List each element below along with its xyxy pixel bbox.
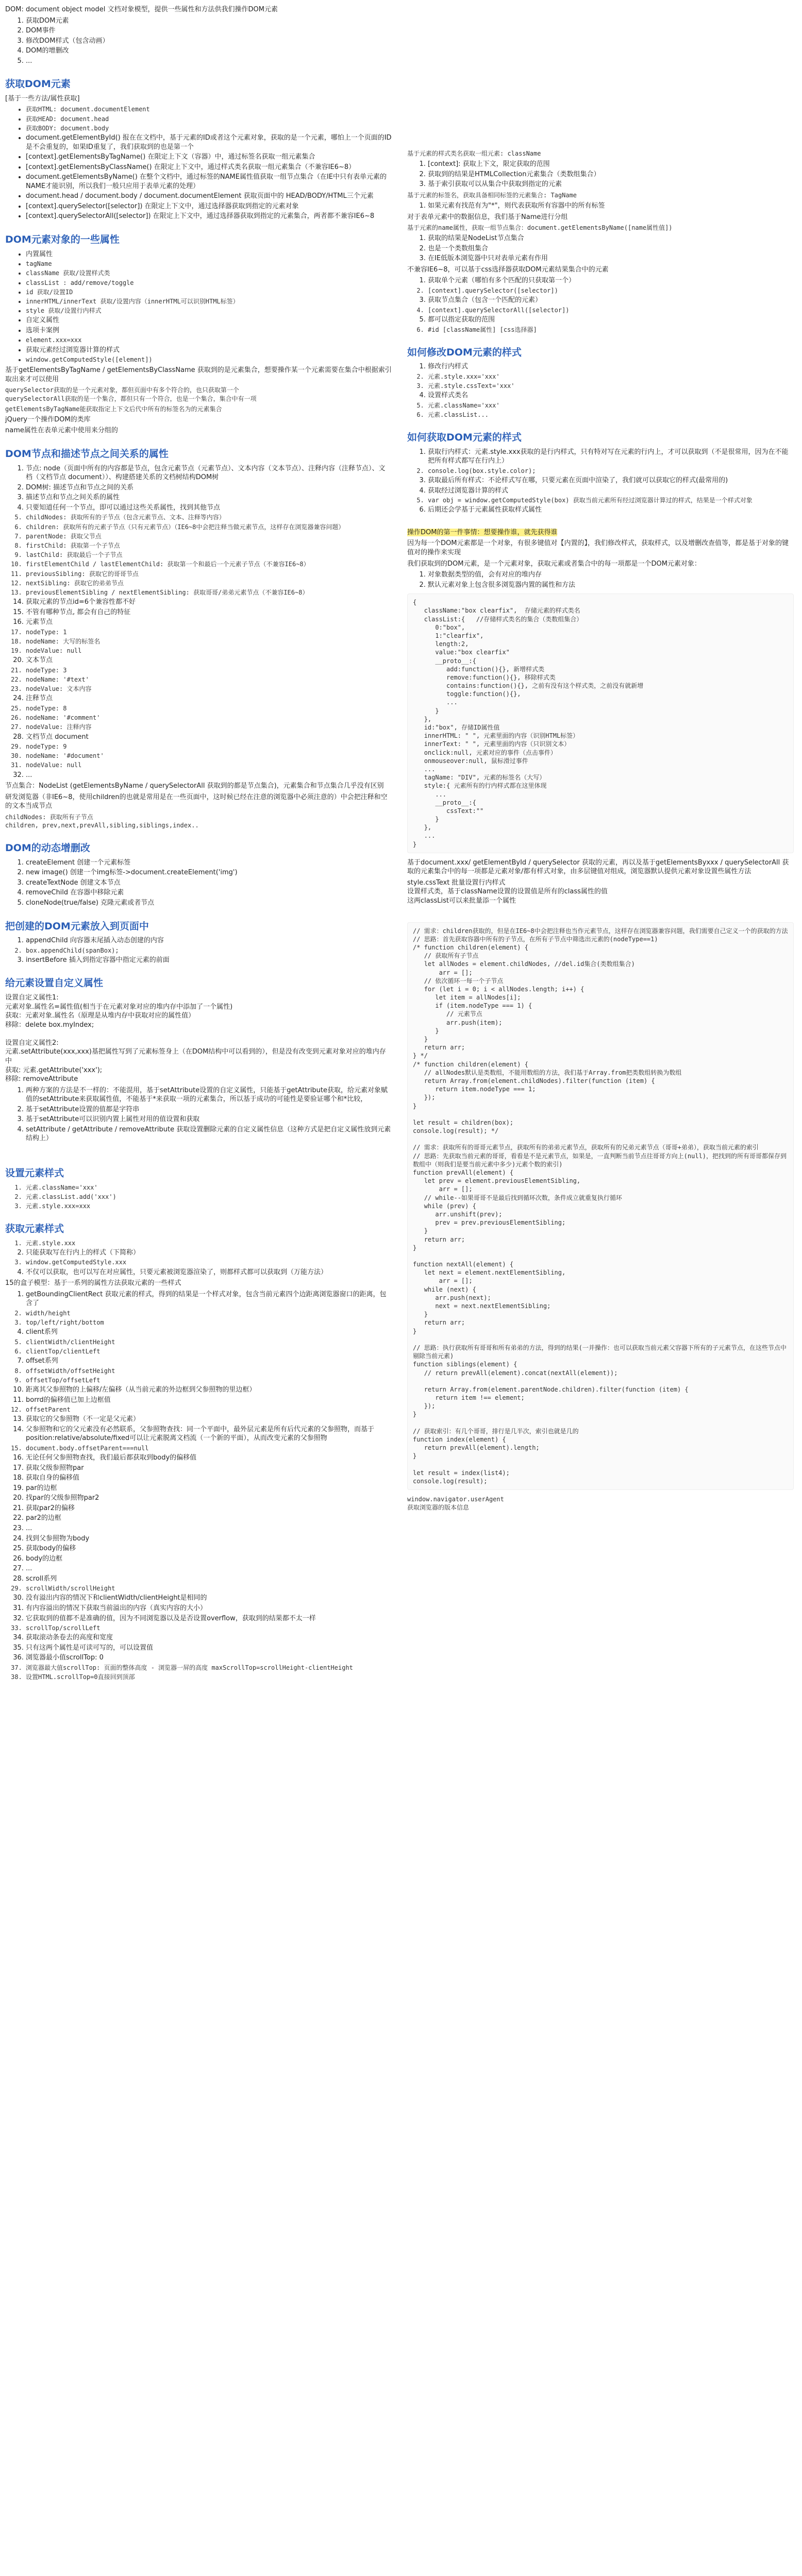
spacer: [407, 44, 794, 55]
list-item: 4. 不仅可以获取，也可以写在对应属性，只要元素被浏览器渲染了，则都样式都可以获取到（万能方法）: [26, 1268, 392, 1277]
list-item: 30. 没有溢出内容的情况下和clientWidth/clientHeight是相同的: [26, 1594, 392, 1603]
list-item: 18. 获取自身的偏移值: [26, 1473, 392, 1483]
list-item: 4. 设置样式类名: [428, 391, 794, 400]
list-item: 11. previousSibling: 获取它的哥哥节点: [26, 570, 392, 578]
list-item: 31. nodeValue: null: [26, 761, 392, 769]
list-item: 4. [context].querySelectorAll([selector]): [428, 306, 794, 314]
spacer: [407, 34, 794, 44]
list-item: 27. ...: [26, 1564, 392, 1573]
list-item: • 获取元素经过浏览器计算的样式: [26, 346, 392, 355]
list-item: 3. 修改DOM样式（包含动画）: [26, 37, 392, 46]
list-item: 9. offsetTop/offsetLeft: [26, 1376, 392, 1384]
list-item: 11. borrd的偏移值已加上边框值: [26, 1396, 392, 1405]
list-item: 1. appendChild 向容器末尾插入动态创建的内容: [26, 936, 392, 945]
list-item: 1. 获取单个元素（哪怕有多个匹配的只获取第一个）: [428, 276, 794, 285]
list-item: 21. 获取par2的偏移: [26, 1504, 392, 1513]
list-item: 25. nodeType: 8: [26, 704, 392, 713]
list-item: 16. 元素节点: [26, 618, 392, 627]
attr-list: [18, 1086, 392, 1143]
getstyle-title: 获取元素样式: [5, 1223, 64, 1235]
list-item: • 内置属性: [26, 250, 392, 259]
navigator-code: window.navigator.userAgent 获取浏览器的版本信息: [407, 1496, 504, 1512]
highlight-desc: 因为每一个DOM元素都是一个对象，有很多键值对【内置的】，我们修改样式，获取样式，以及增删改查值等，都是基于对象的键值对的操作来实现: [407, 539, 789, 557]
list-item: 29. nodeType: 9: [26, 742, 392, 751]
intro-list: [18, 16, 392, 66]
props-note-5: name属性在表单元素中使用来分组的: [5, 427, 118, 435]
props-note-3: getElementsByTagName能获取指定上下文后代中所有的标签名为的元素集合: [5, 405, 222, 413]
object-list: [420, 570, 794, 589]
list-item: 17. 获取父级参照物par: [26, 1464, 392, 1473]
list-item: 2. console.log(box.style.color);: [428, 467, 794, 475]
list-item: 29. scrollWidth/scrollHeight: [26, 1584, 392, 1592]
list-item: 1. 获取的结果是NodeList节点集合: [428, 234, 794, 243]
list-item: • 获取HEAD: document.head: [26, 115, 392, 123]
list-item: 7. parentNode: 获取父节点: [26, 532, 392, 540]
spacer: [407, 908, 794, 918]
list-item: 31. 有内容溢出的情况下获取当前溢出的内容（真实内容的大小）: [26, 1604, 392, 1613]
list-item: 2. 默认元素对象上包含很多浏览器内置的属性和方法: [428, 581, 794, 590]
list-item: 6. 元素.classList...: [428, 411, 794, 419]
list-item: 6. #id [className属性] [css选择器]: [428, 326, 794, 334]
list-item: 20. 找par的父级参照物par2: [26, 1494, 392, 1503]
list-item: 12. offsetParent: [26, 1405, 392, 1414]
list-item: 1. 节点: node（页面中所有的内容都是节点，包含元素节点（元素节点）、文本内容（文本节点）、注释内容（注释节点）、文档（文档节点 document））、构建搭建关系的文档树结构DOM树: [26, 464, 392, 482]
left-column: [0, 0, 397, 1685]
style-title: 设置元素样式: [5, 1167, 64, 1179]
list-item: 1. 获取行内样式：元素.style.xxx获取的是行内样式，只有特对写在元素的行内上，才可以获取到（不是很常用，因为在不能把所有样式都写在行内上）: [428, 448, 794, 466]
list-item: 4. removeChild 在容器中移除元素: [26, 888, 392, 897]
list-item: • document.getElementById() 报在在文档中，基于元素的ID或者这个元素对象，获取的是一个元素，哪怕上一个页面的ID是不会重复的，如果ID重复了，我们获取到的也是第一个: [26, 133, 392, 151]
list-item: 22. nodeName: '#text': [26, 675, 392, 684]
list-item: 19. nodeValue: null: [26, 647, 392, 655]
name-note: 对于表单元素中的数据信息，我们基于Name进行分组: [407, 213, 568, 221]
list-item: 2. 也是一个类数组集合: [428, 244, 794, 253]
list-item: 4. 只要知道任何一个节点，即可以通过这些关系属性，找到其他节点: [26, 503, 392, 513]
list-item: • [context].querySelectorAll([selector]) 在限定上下文中，通过选择器获取到指定的元素集合，两者都不兼容IE6~8: [26, 212, 392, 221]
list-item: • 获取BODY: document.body: [26, 124, 392, 132]
spacer: [407, 13, 794, 24]
list-item: 21. nodeType: 3: [26, 666, 392, 674]
tag-name-list: [420, 201, 794, 211]
spacer: [407, 86, 794, 96]
list-item: • tagName: [26, 260, 392, 268]
list-item: 1. 修改行内样式: [428, 362, 794, 371]
list-item: 1. 对象数据类型的值，会有对应的堆内存: [428, 570, 794, 580]
list-item: 27. nodeValue: 注释内容: [26, 723, 392, 731]
props-note-4: jQuery一个操作DOM的类库: [5, 415, 91, 423]
class-name-list: [420, 160, 794, 189]
list-item: 3. 在IE低版本浏览器中只对表单元素有作用: [428, 254, 794, 263]
node-note-2: 研发浏览器（非IE6~8，使用children的也就是常用是在一些页面中，这时候已经在注意的浏览器中必须注意的）中会把注释和空的文本当成节点: [5, 793, 388, 810]
class-name-title: 基于元素的样式类名获取一组元素: className: [407, 150, 541, 157]
list-item: • [context].getElementsByTagName() 在限定上下文（容器）中，通过标签名获取一组元素集合: [26, 152, 392, 162]
list-item: 38. 设置HTML.scrollTop=0直接回到顶部: [26, 1673, 392, 1681]
query-note: 不兼容IE6~8，可以基于css选择器获取DOM元素结果集合中的元素: [407, 265, 609, 274]
props-list: [18, 250, 392, 364]
spacer: [407, 116, 794, 127]
list-item: 3. window.getComputedStyle.xxx: [26, 1258, 392, 1266]
list-item: 34. 获取滚动条卷去的高度和宽度: [26, 1633, 392, 1642]
list-item: 24. 注释节点: [26, 694, 392, 703]
intro-title: DOM: document object model 文档对象模型，提供一些属性和方法供我们操作DOM元素: [5, 6, 278, 13]
query-list: [420, 276, 794, 333]
node-list: [18, 464, 392, 780]
attr-title: 给元素设置自定义属性: [5, 977, 104, 989]
list-item: 4. client系列: [26, 1328, 392, 1337]
node-note-3: childNodes: 获取所有子节点 children, prev,next,prevAll,sibling,siblings,index..: [5, 813, 199, 829]
list-item: 1. createElement 创建一个元素标签: [26, 858, 392, 868]
tag-name-title: 基于元素的标签名，获取具备相同标签的元素集合: TagName: [407, 191, 577, 199]
list-item: 16. 无论任何父参照物查找，我们最后都获取到body的偏移值: [26, 1453, 392, 1463]
props-note-2: querySelector获取的是一个元素对象，都但页面中有多个符合的，也只获取第一个 querySelectorAll获取的是一个集合，都但只有一个符合，也是一个集合，集合中有一项: [5, 386, 257, 402]
list-item: 5. childNodes: 获取所有的子节点（包含元素节点、文本、注释等内容）: [26, 513, 392, 521]
list-item: 35. 只有这两个属性是可读可写的，可以设置值: [26, 1643, 392, 1653]
name-text: 基于元素的name属性，获取一组节点集合：document.getElementsByName([name属性值]): [407, 224, 673, 232]
list-item: 37. 浏览器最大值scrollTop: 页面的整体高度 - 浏览器一屏的高度 maxScrollTop=scrollHeight-clientHeight: [26, 1664, 392, 1672]
list-item: • classList : add/remove/toggle: [26, 279, 392, 287]
list-item: • window.getComputedStyle([element]): [26, 355, 392, 364]
list-item: 19. par的边框: [26, 1484, 392, 1493]
list-item: 14. 获取元素的节点id=6个兼容性都不好: [26, 598, 392, 607]
modify-style-list: [420, 362, 794, 419]
list-item: 3. 基于setAttribute可以识别内置上属性对用的值设置和获取: [26, 1115, 392, 1124]
list-item: 4. 获取经过浏览器计算的样式: [428, 486, 794, 496]
list-item: 8. firstChild: 获取第一个子节点: [26, 541, 392, 550]
list-item: 1. 元素.style.xxx: [26, 1239, 392, 1247]
list-item: 3. 描述节点和节点之间关系的属性: [26, 493, 392, 502]
list-item: 1. 两种方案的方法是不一样的：不能混用，基于setAttribute设置的自定义属性，只能基于getAttribute获取，给元素对象赋值的setAttribute来获取属性值，不能基于*来获取一项的元素集合，所以基于成功的可能性是要验证哪个和*比较，: [26, 1086, 392, 1104]
list-item: 4. setAttribute / getAttribute / removeAttribute 获取设置删除元素的自定义属性信息（这种方式是把自定义属性放到元素结构上）: [26, 1125, 392, 1143]
list-item: • className 获取/设置样式类: [26, 269, 392, 277]
get-style-title: 如何获取DOM元素的样式: [407, 432, 522, 444]
create-list: [18, 858, 392, 908]
list-item: 2. 只能获取写在行内上的样式（下简称）: [26, 1248, 392, 1258]
list-item: 5. 元素.className='xxx': [428, 401, 794, 410]
attr-text: 设置自定义属性1: 元素对象.属性名=属性值(相当于在元素对象对应的堆内存中添加了一个属性) 获取：元素对象.属性名（原理是从堆内存中获取对应的属性值） 移除：delete box.myIndex; 设置自定义属性2: 元素.setAttribute(xxx,xxx)基把属性写到了元素标签身上（在DOM结构中可以看到的），但是没有改变到元素对象对应的堆内存中 获取: 元素.getAttribute('xxx'); 移除: removeAttribute: [5, 994, 386, 1083]
list-item: 5. ...: [26, 57, 392, 66]
list-item: 8. offsetWidth/offsetHeight: [26, 1367, 392, 1375]
list-item: 1. 如果元素有找范有为"*"，则代表获取所有容器中的所有标签: [428, 201, 794, 211]
highlight-text: 操作DOM的第一件事情：想要操作谁，就先获得谁: [407, 528, 558, 536]
list-item: 15. 不管有哪种节点, 都会有自己的特征: [26, 608, 392, 617]
getstyle-list: [18, 1239, 392, 1277]
list-item: 18. nodeName: 大写的标签名: [26, 637, 392, 646]
list-item: 33. scrollTop/scrollLeft: [26, 1624, 392, 1632]
list-item: 23. nodeValue: 文本内容: [26, 685, 392, 693]
list-item: 5. var obj = window.getComputedStyle(box) 获取当前元素所有经过浏览器计算过的样式，结果是一个样式对象: [428, 496, 794, 504]
list-item: • document.getElementsByName() 在整个文档中，通过标签的NAME属性值获取一组节点集合（在IE中只有表单元素的NAME才能识别，所以我们一般只应用于表单元素的处理）: [26, 173, 392, 191]
list-item: 2. [context].querySelector([selector]): [428, 286, 794, 295]
list-item: 1. [context]: 获取上下文，限定获取的范围: [428, 160, 794, 169]
spacer: [407, 3, 794, 13]
style-list: [18, 1183, 392, 1211]
list-item: • document.head / document.body / document.documentElement 获取页面中的 HEAD/BODY/HTML三个元素: [26, 192, 392, 201]
list-item: • element.xxx=xxx: [26, 336, 392, 344]
list-item: 6. 后期还会学基于元素属性获取样式属性: [428, 505, 794, 515]
name-list: [420, 234, 794, 263]
list-item: 2. DOM树: 描述节点和节点之间的关系: [26, 483, 392, 493]
list-item: 3. top/left/right/bottom: [26, 1318, 392, 1327]
box-list: [18, 1290, 392, 1682]
list-item: • [context].getElementsByClassName() 在限定上下文中，通过样式类名获取一组元素集合（不兼容IE6~8）: [26, 163, 392, 172]
list-item: • style 获取/设置行内样式: [26, 307, 392, 315]
list-item: 32. 它获取到的值都不是准确的值，因为不同浏览器以及是否设置overflow，获取到的结果都不太一样: [26, 1614, 392, 1623]
object-note-2: 基于document.xxx/ getElementById / querySelector 获取的元素，再以及基于getElementsByxxx / querySelectorAll 获取的元素集合中的每一项都是元素对象/都有样式对象，由多层键值对组成，浏览器默认提供元素对象设置些属性方法: [407, 858, 789, 876]
list-item: 28. scroll系列: [26, 1574, 392, 1584]
list-item: • 选项卡案例: [26, 326, 392, 335]
get-dom-sub: [基于一些方法/属性获取]: [5, 94, 80, 103]
list-item: 6. clientTop/clientLeft: [26, 1347, 392, 1355]
list-item: • [context].querySelector([selector]) 在限定上下文中，通过选择器获取到指定的元素对象: [26, 202, 392, 211]
list-item: 2. 基于setAttribute设置的值都是字符串: [26, 1105, 392, 1114]
list-item: • innerHTML/innerText 获取/设置内容（innerHTML可以识别HTML标签）: [26, 297, 392, 306]
list-item: 10. 距离其父参照物的上偏移/左偏移（从当前元素的外边框到父参照物的里边框）: [26, 1385, 392, 1395]
list-item: 2. DOM事件: [26, 26, 392, 36]
list-item: 17. nodeType: 1: [26, 628, 392, 636]
list-item: 24. 找到父参照物为body: [26, 1534, 392, 1544]
spacer: [407, 127, 794, 137]
right-column: [402, 0, 799, 1517]
list-item: 1. 获取DOM元素: [26, 16, 392, 26]
list-item: 23. ...: [26, 1524, 392, 1533]
list-item: 4. DOM的增删改: [26, 46, 392, 56]
object-note-3: style.cssText 批量设置行内样式 设置样式类，基于className设置的设置值是所有的class属性的值 这两classList可以来批量添一个属性: [407, 878, 608, 905]
list-item: • 获取HTML: document.documentElement: [26, 105, 392, 113]
list-item: 3. 元素.style.cssText='xxx': [428, 382, 794, 390]
list-item: 3. 获取最后所有样式：不论样式写在哪，只要元素在页面中渲染了，我们就可以获取它的样式(最常用的): [428, 476, 794, 485]
object-note: 我们获取到的DOM元素，是一个元素对象，获取元素或者集合中的每一项都是一个DOM元素对象：: [407, 560, 701, 568]
object-code: { className:"box clearfix", 存储元素的样式类名 classList:{ //存储样式类名的集合（类数组集合） 0:"box", 1:"clearfix", length:2, value:"box clearfix" __proto__:{ add:function(){}, 新增样式类 remove:function(){}, 移除样式类 contains:function(){}, 之前有没有这个样式类，之前没有就新增 toggle:function(){}, ... } }, id:"box", 存储ID属性值 innerHTML: " ", 元素里面的内容（识别HTML标签） innerText: " ", 元素里面的内容（只识别文本） onclick:null, 元素对应的事件（点击事件） onmouseover:null, 鼠标滑过事件 ... tagName: "DIV", 元素的标签名（大写） style:{ 元素所有的行内样式都在这里体现 ... __proto__:{ cssText:"" } }, ... }: [407, 594, 794, 853]
list-item: 2. 元素.style.xxx='xxx': [428, 372, 794, 381]
list-item: 26. nodeName: '#comment': [26, 714, 392, 722]
list-item: 32. ...: [26, 771, 392, 780]
props-note-1: 基于getElementsByTagName / getElementsByClassName 获取到的是元素集合，想要操作某一个元素需要在集合中根据索引取出来才可以使用: [5, 366, 392, 383]
node-title: DOM节点和描述节点之间关系的属性: [5, 448, 169, 460]
list-item: 20. 文本节点: [26, 656, 392, 665]
list-item: 22. par2的边框: [26, 1514, 392, 1523]
list-item: 3. createTextNode 创建文本节点: [26, 878, 392, 888]
spacer: [407, 24, 794, 34]
list-item: 30. nodeName: '#document': [26, 752, 392, 760]
list-item: 3. 基于索引获取可以从集合中获取到指定的元素: [428, 180, 794, 189]
get-dom-title: 获取DOM元素: [5, 78, 71, 90]
list-item: 5. clientWidth/clientHeight: [26, 1338, 392, 1346]
get-dom-list: [18, 105, 392, 221]
list-item: 7. offset系列: [26, 1357, 392, 1366]
spacer: [407, 516, 794, 526]
modify-style-title: 如何修改DOM元素的样式: [407, 346, 522, 358]
create-title: DOM的动态增删改: [5, 842, 90, 854]
list-item: 12. nextSibling: 获取它的弟弟节点: [26, 579, 392, 587]
spacer: [407, 65, 794, 75]
list-item: 13. 获取它的父参照物（不一定是父元素）: [26, 1415, 392, 1424]
props-title: DOM元素对象的一些属性: [5, 233, 120, 245]
spacer: [407, 137, 794, 147]
append-list: [18, 936, 392, 964]
list-item: 1. getBoundingClientRect 获取元素的样式，得到的结果是一个样式对象，包含当前元素四个边距离浏览器窗口的距离，包含了: [26, 1290, 392, 1308]
node-note-1: 节点集合：NodeList (getElementsByName / querySelectorAll 获取到的都是节点集合)，元素集合和节点集合几乎没有区别: [5, 782, 384, 790]
spacer: [407, 75, 794, 86]
list-item: 1. 元素.className='xxx': [26, 1183, 392, 1192]
list-item: 14. 父参照物和它的父元素没有必然联系，父参照物查找：同一个平面中，最外层元素是所有后代元素的父参照物，而基于position:relative/absolute/fixed可以让元素脱离文档流（一个新的平面），从而改变元素的父参照物: [26, 1425, 392, 1443]
spacer: [407, 96, 794, 106]
children-code: // 需求：children获取的，但是在IE6~8中会把注释也当作元素节点，这样存在浏览器兼容问题，我们需要自己定义一个的获取的方法 // 思路：首先获取容器中所有的子节点，在所有子节点中筛选出元素的(nodeType==1) /* function children(element) { // 获取所有子节点 let allNodes = element.childNodes, //del.id集合(类数组集合) arr = []; // 依次循环一每一个子节点 for (let i = 0; i < allNodes.length; i++) { let item = allNodes[i]; if (item.nodeType === 1) { // 元素节点 arr.push(item); } } return arr; } */ /* function children(element) { // allNodes默认是类数组，不能用数组的方法，我们基于Array.from把类数组转换为数组 return Array.from(element.childNodes).filter(function (item) { return item.nodeType === 1; }); } let result = children(box); console.log(result); */ // 需求：获取所有的哥哥元素节点，获取所有的弟弟元素节点，获取所有的兄弟元素节点（哥哥+弟弟），获取当前元素的索引 // 思路：先获取当前元素的哥哥，看看是不是元素节点，如果是，一直判断当前节点往哥哥方向上(null)，把找到的所有哥哥都保存到数组中（则我们是要当前元素中多少)元素个数的索引) function prevAll(element) { let prev = element.previousElementSibling, arr = []; // while--如果哥哥不是最后找到循环次数，条件成立就重复执行循环 while (prev) { arr.unshift(prev); prev = prev.previousElementSibling; } return arr; } function nextAll(element) { let next = element.nextElementSibling, arr = []; while (next) { arr.push(next); next = next.nextElementSibling; } return arr; } // 思路：执行获取所有哥哥和所有弟弟的方法，得到的结果(一并操作：也可以获取当前元素父容器下所有的子元素节点，在这些节点中剔除当前元素) function siblings(element) { // return prevAll(element).concat(nextAll(element)); return Array.from(element.parentNode.children).filter(function (item) { return item !== element; }); } // 获取索引：有几个哥哥，排行是几半次，索引也就是几的 function index(element) { return prevAll(element).length; } let result = index(list4); console.log(result);: [407, 922, 794, 1490]
list-item: 2. 元素.classList.add('xxx'): [26, 1193, 392, 1201]
list-item: • id 获取/设置ID: [26, 288, 392, 296]
spacer: [407, 106, 794, 116]
list-item: • 自定义属性: [26, 316, 392, 325]
list-item: 13. previousElementSibling / nextElementSibling: 获取哥哥/弟弟元素节点（不兼容IE6~8）: [26, 588, 392, 597]
list-item: 5. cloneNode(true/false) 克隆元素或者节点: [26, 899, 392, 908]
list-item: 2. new image() 创建一个img标签->document.createElement('img'): [26, 868, 392, 877]
list-item: 2. 获取到的结果是HTMLCollection元素集合（类数组集合）: [428, 170, 794, 179]
spacer: [407, 55, 794, 65]
box-note: 15的盒子模型：基于一系列的属性方法获取元素的一些样式: [5, 1279, 181, 1287]
list-item: 3. 获取节点集合（包含一个匹配的元素）: [428, 296, 794, 305]
list-item: 3. 元素.style.xxx=xxx: [26, 1202, 392, 1210]
list-item: 2. box.appendChild(spanBox);: [26, 946, 392, 955]
get-style-list: [420, 448, 794, 515]
append-title: 把创建的DOM元素放入到页面中: [5, 920, 149, 932]
list-item: 5. 都可以指定获取的范围: [428, 315, 794, 325]
list-item: 28. 文档节点 document: [26, 733, 392, 742]
list-item: 2. width/height: [26, 1309, 392, 1317]
list-item: 10. firstElementChild / lastElementChild: 获取第一个和最后一个元素子节点（不兼容IE6~8）: [26, 560, 392, 568]
list-item: 3. insertBefore 插入到指定容器中指定元素的前面: [26, 956, 392, 965]
spacer: [5, 1144, 392, 1155]
list-item: 25. 获取body的偏移: [26, 1544, 392, 1553]
list-item: 36. 浏览器最小值scrollTop: 0: [26, 1653, 392, 1663]
list-item: 6. children: 获取所有的元素子节点（只有元素节点）（IE6~8中会把注释当做元素节点，这样存在浏览器兼容问题）: [26, 523, 392, 531]
list-item: 26. body的边框: [26, 1554, 392, 1564]
list-item: 15. document.body.offsetParent===null: [26, 1444, 392, 1452]
list-item: 9. lastChild: 获取最后一个子节点: [26, 551, 392, 559]
